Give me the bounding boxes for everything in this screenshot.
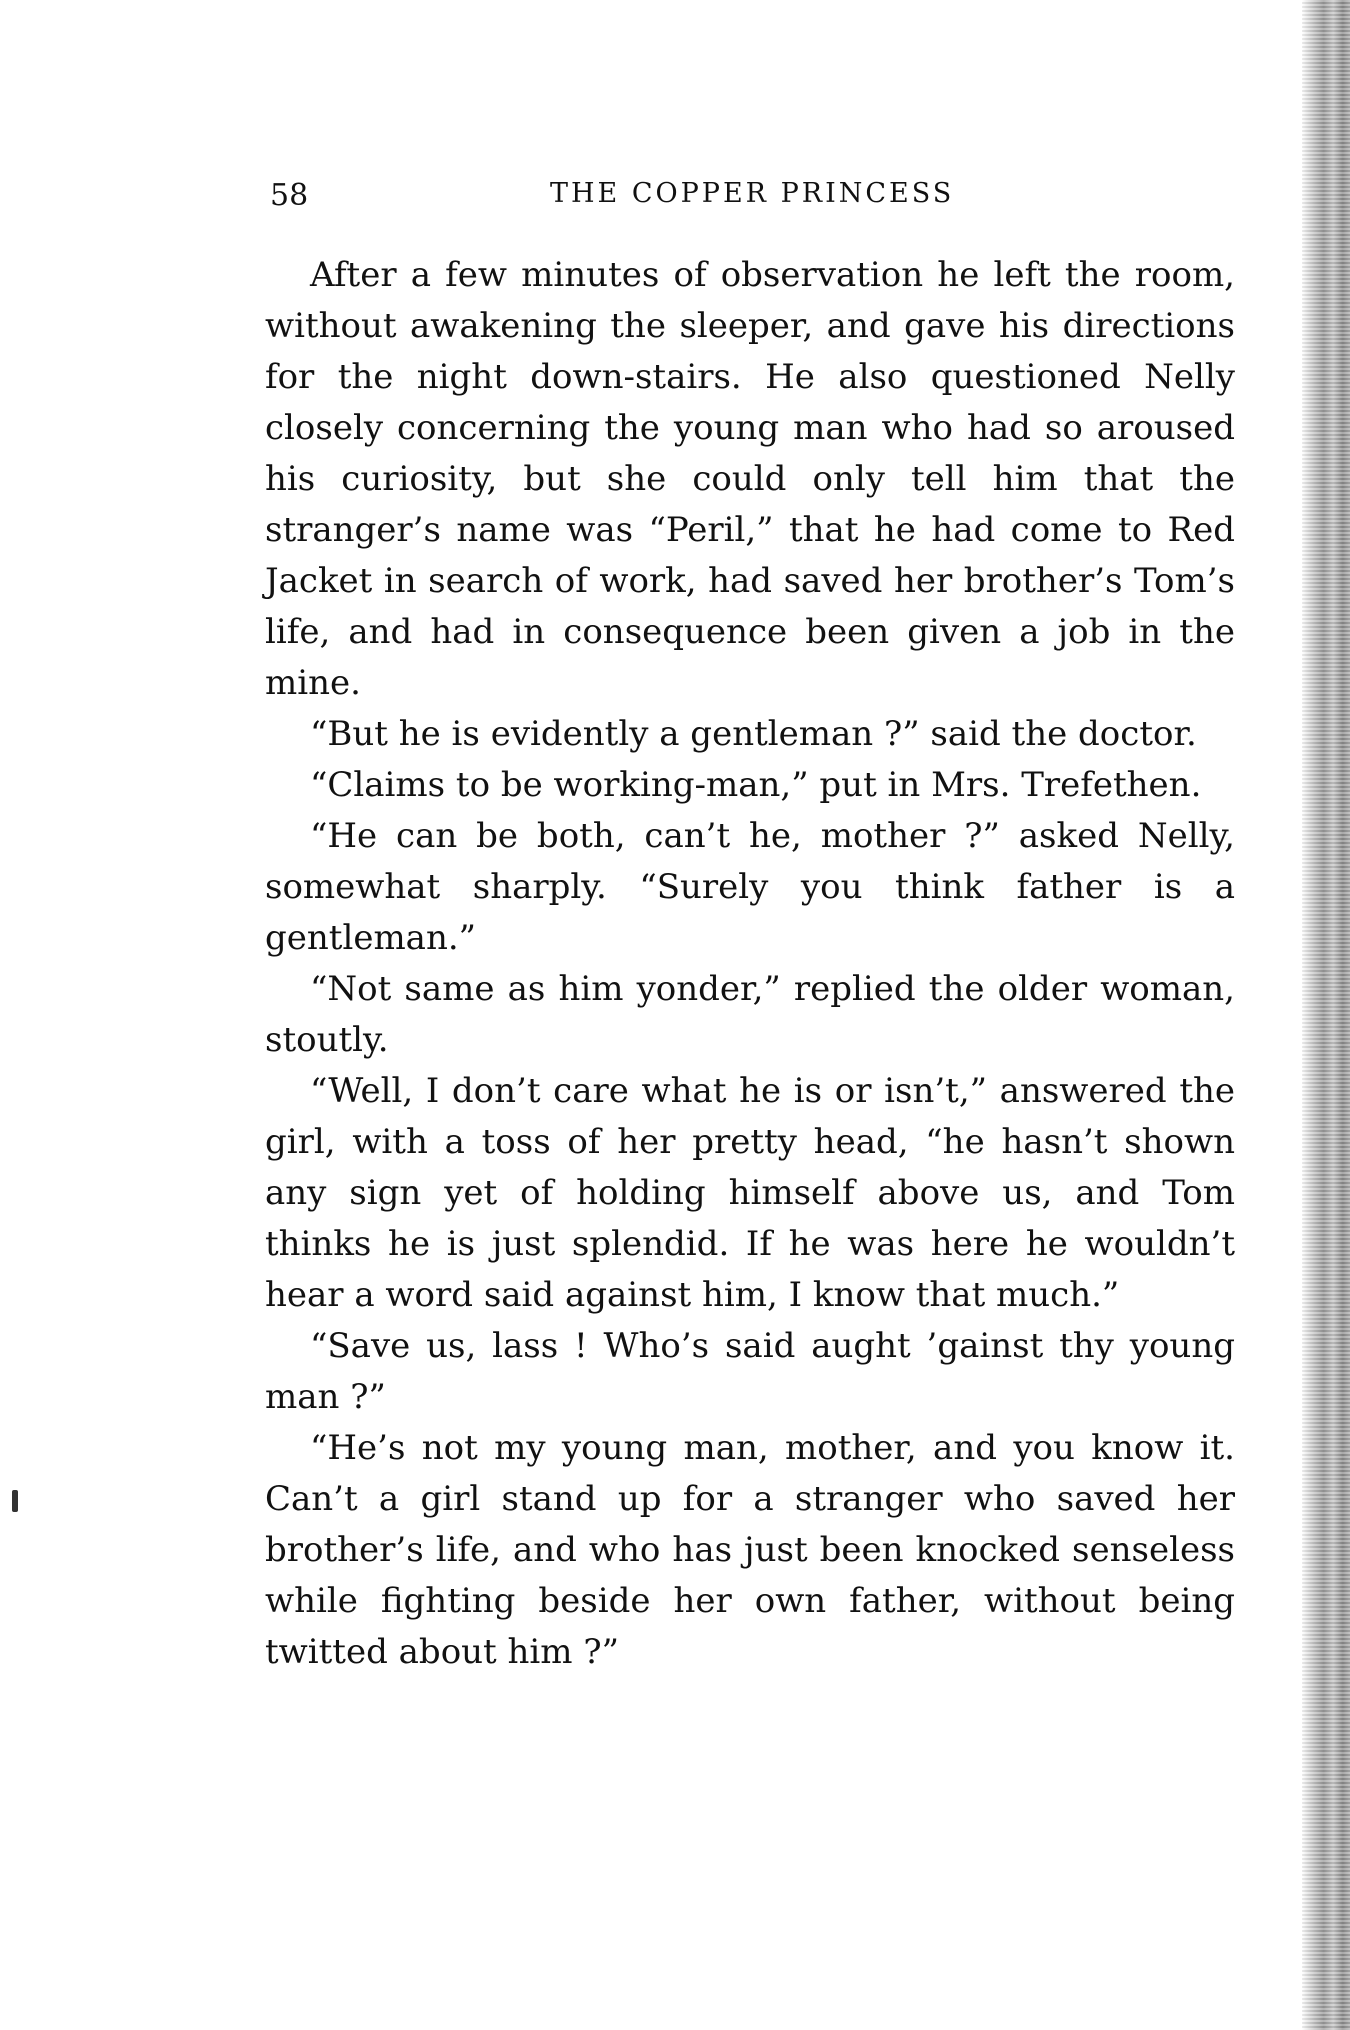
running-title: THE COPPER PRINCESS xyxy=(550,178,955,209)
page-number: 58 xyxy=(270,178,309,213)
paragraph: “Save us, lass ! Who’s said aught ’gainst thy young man ?” xyxy=(265,1326,1235,1417)
scan-speck xyxy=(12,1490,18,1512)
paragraph: “Claims to be working-man,” put in Mrs. Trefethen. xyxy=(310,765,1202,805)
page-header xyxy=(270,178,1230,218)
paragraph: “Not same as him yonder,” replied the older woman, stoutly. xyxy=(265,969,1235,1060)
paragraph: “Well, I don’t care what he is or isn’t,” answered the girl, with a toss of her pretty head, “he hasn’t shown any sign yet of holding himself above us, and Tom thinks he is just splendid. If he was here he wouldn’t hear a word said against him, I know that much.” xyxy=(265,1071,1235,1315)
paragraph: “But he is evidently a gentleman ?” said the doctor. xyxy=(310,714,1197,754)
paragraph: “He’s not my young man, mother, and you know it. Can’t a girl stand up for a stranger who saved her brother’s life, and who has just been knocked senseless while fighting beside her own father, without being twitted about him ?” xyxy=(265,1428,1235,1672)
page-edge-shadow xyxy=(1302,0,1350,2030)
paragraph: “He can be both, can’t he, mother ?” asked Nelly, somewhat sharply. “Surely you think father is a gentleman.” xyxy=(265,816,1235,958)
paragraph: After a few minutes of observation he left the room, without awakening the sleeper, and gave his directions for the night down-stairs. He also questioned Nelly closely concerning the young man who had so aroused his curiosity, but she could only tell him that the stranger’s name was “Peril,” that he had come to Red Jacket in search of work, had saved her brother’s Tom’s life, and had in consequence been given a job in the mine. xyxy=(265,255,1235,703)
body-text xyxy=(265,250,1235,1678)
